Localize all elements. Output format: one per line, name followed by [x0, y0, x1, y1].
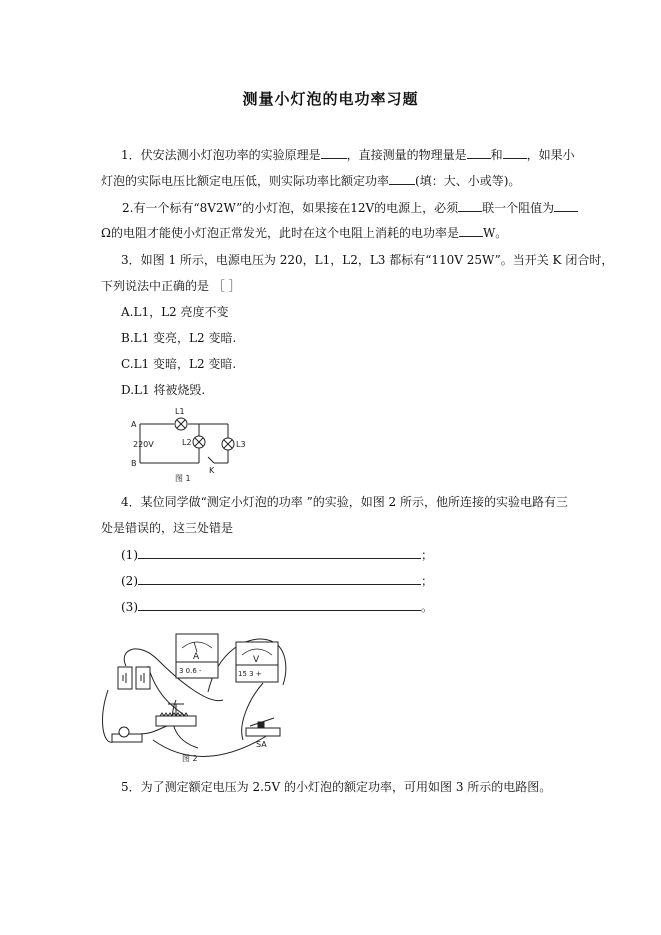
q2-text-c: Ω的电阻才能使小灯泡正常发光，此时在这个电阻上消耗的电功率是: [101, 226, 459, 240]
q1-text-b: ，直接测量的物理量是: [346, 148, 467, 162]
q1-text-f: (填：大、小或等)。: [415, 174, 521, 188]
q4-answer-2-end: ；: [421, 574, 434, 588]
fig1-label-k: K: [209, 466, 215, 475]
q2-line2: [101, 225, 507, 241]
q2-blank-power: [459, 225, 483, 237]
q3-line1: 3．如图 1 所示，电源电压为 220，L1，L2，L3 都标有“110V 25W”。当开关 K 闭合时，: [121, 253, 614, 267]
q1-text-a: 1．伏安法测小灯泡功率的实验原理是: [121, 148, 321, 162]
fig1-label-l3: L3: [236, 440, 246, 449]
q4-answer-2: [121, 572, 433, 589]
fig1-label-l2: L2: [182, 438, 192, 447]
q3-line2: 下列说法中正确的是 ［ ］: [101, 279, 241, 293]
q1-text-c: 和: [490, 148, 503, 162]
fig1-label-a: A: [131, 420, 137, 429]
q2-text-b: 联一个阻值为: [482, 201, 555, 215]
fig1-label-b: B: [131, 459, 137, 468]
voltmeter-icon: [236, 642, 278, 682]
q1-text-d: ，如果小: [526, 148, 575, 162]
figure-2-apparatus: [98, 630, 298, 768]
q2-blank-resistance: [554, 200, 578, 212]
switch-label: SA: [256, 740, 267, 749]
q3-option-c: C.L1 变暗，L2 变暗.: [121, 357, 237, 371]
page-title: 测量小灯泡的电功率习题: [242, 90, 419, 108]
q2-blank-connect: [458, 200, 482, 212]
switch-icon: [246, 718, 280, 736]
q3-option-d: D.L1 将被烧毁.: [121, 383, 206, 397]
lamp-l2-icon: [193, 436, 205, 448]
q1-blank-quantity1: [467, 147, 491, 159]
fig1-voltage: 220V: [133, 440, 154, 449]
ammeter-label: A: [193, 652, 200, 662]
q4-answer-2-blank: [138, 572, 421, 585]
q4-answer-3-label: (3): [121, 600, 138, 614]
q4-answer-3-end: 。: [421, 600, 434, 614]
q1-blank-quantity2: [503, 147, 527, 159]
lamp-l1-icon: [175, 418, 187, 430]
q4-answer-3-blank: [138, 598, 421, 611]
lamp-bulb-icon: [112, 727, 142, 742]
fig2-caption: 图 2: [182, 754, 198, 763]
q4-answer-1-blank: [138, 546, 421, 559]
q1-line1: [121, 147, 575, 163]
q4-answer-1-end: ；: [421, 548, 434, 562]
q2-line1: [122, 200, 578, 216]
fig1-caption: 图 1: [175, 474, 191, 483]
battery-icon: [118, 667, 150, 689]
q4-answer-2-label: (2): [121, 574, 138, 588]
q4-line1: 4．某位同学做“测定小灯泡的功率 ”的实验，如图 2 所示，他所连接的实验电路有三: [121, 495, 568, 509]
q3-option-b: B.L1 变亮，L2 变暗.: [121, 331, 237, 345]
voltmeter-label: V: [253, 655, 260, 665]
ammeter-terminals: 3 0.6 -: [179, 667, 202, 675]
q2-text-a: 2.有一个标有“8V2W”的小灯泡，如果接在12V的电源上，必须: [122, 201, 459, 215]
q3-option-a: A.L1，L2 亮度不变: [121, 305, 229, 319]
q5-line1: 5．为了测定额定电压为 2.5V 的小灯泡的额定功率，可用如图 3 所示的电路图。: [121, 780, 552, 794]
voltmeter-terminals: 15 3 +: [238, 670, 262, 678]
lamp-l3-icon: [222, 438, 234, 450]
q4-answer-3: [121, 598, 433, 615]
q1-blank-principle: [321, 147, 347, 159]
q4-answer-1-label: (1): [121, 548, 138, 562]
rheostat-icon: [156, 704, 196, 726]
q4-answer-1: [121, 546, 433, 563]
fig1-label-l1: L1: [175, 407, 185, 416]
q2-text-d: W。: [482, 226, 508, 240]
figure-1-circuit: [128, 403, 263, 485]
ammeter-icon: [176, 634, 218, 678]
q1-line2: [101, 173, 520, 189]
q1-blank-compare: [389, 173, 415, 185]
q1-text-e: 灯泡的实际电压比额定电压低，则实际功率比额定功率: [101, 174, 390, 188]
q4-line2: 处是错误的，这三处错是: [101, 521, 234, 535]
